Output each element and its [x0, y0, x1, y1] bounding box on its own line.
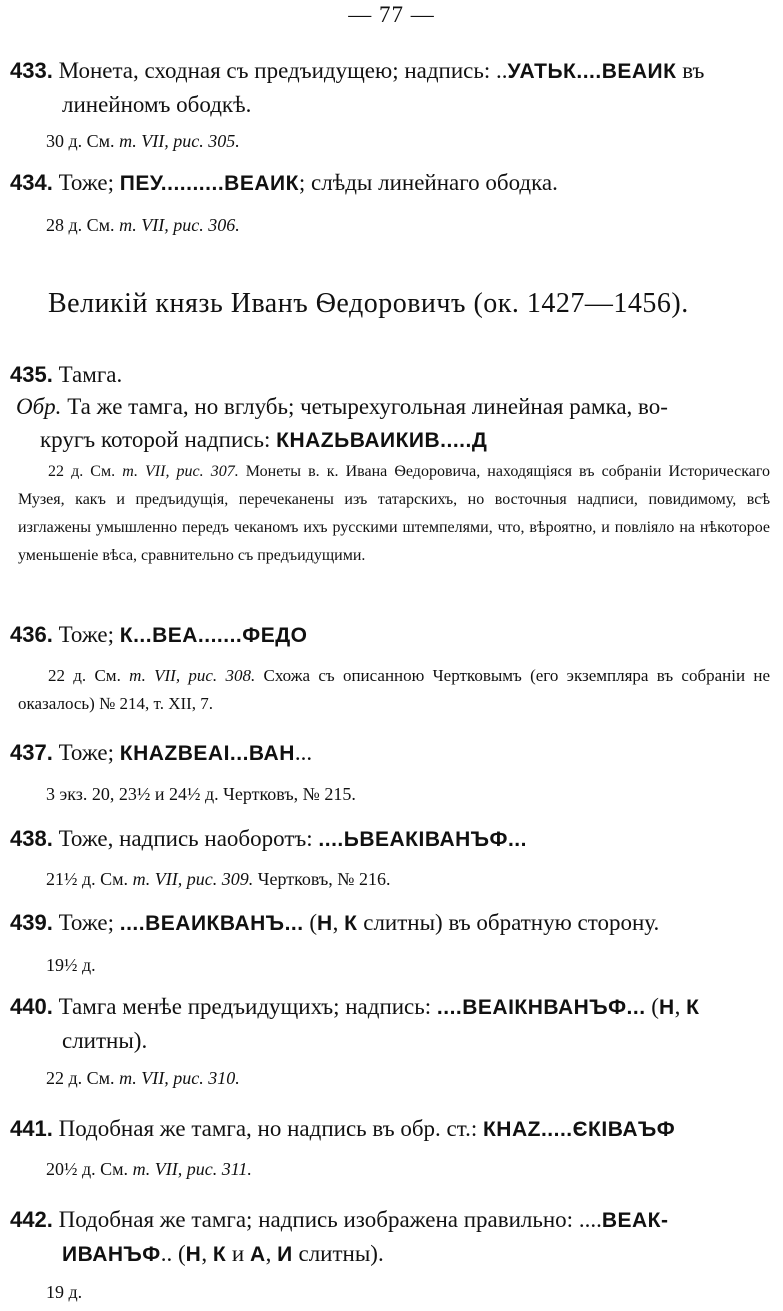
- note-text: 21½ д. См.: [46, 869, 133, 889]
- slavonic-letter: К: [212, 1243, 227, 1266]
- entry-text: ,: [332, 910, 345, 935]
- entry-text: Подобная же тамга, но надпись въ обр. ст.:: [52, 1116, 483, 1141]
- entry-text: (: [645, 994, 659, 1019]
- entry-continuation: [10, 1237, 770, 1271]
- entry-text: ; слѣды линейнаго ободка.: [298, 170, 558, 195]
- entry-433-note: [46, 127, 783, 156]
- entry-number: 434.: [10, 170, 53, 195]
- entry-number: 433.: [10, 58, 53, 83]
- note-text: 22 д. См.: [48, 666, 130, 685]
- entry-text: Тамга.: [52, 362, 123, 387]
- note-text: 28 д. См.: [46, 215, 120, 235]
- entry-text: ,: [201, 1241, 213, 1266]
- entry-text: ,: [265, 1241, 278, 1266]
- slavonic-letter: К: [686, 996, 700, 1019]
- entry-text: Та же тамга, но вглубь; четырехугольная линейная рамка, во-: [61, 394, 668, 419]
- entry-text: ...: [294, 740, 313, 765]
- slavonic-inscription: КНАZ.....ЄКІВАЪФ: [482, 1118, 676, 1141]
- entry-435: [10, 358, 770, 391]
- entry-text: слитны).: [292, 1241, 384, 1266]
- note-reference: т. VII, рис. 309.: [132, 869, 254, 889]
- entry-text: (: [303, 910, 317, 935]
- entry-text: Тоже;: [52, 740, 120, 765]
- entry-text: Подобная же тамга; надпись изображена правильно: ....: [52, 1207, 602, 1232]
- entry-442-note: 19 д.: [46, 1282, 83, 1302]
- slavonic-letter: Н: [658, 996, 675, 1019]
- slavonic-inscription: К...ВЕА.......ФЕДО: [119, 624, 308, 647]
- entry-number: 441.: [10, 1116, 53, 1141]
- entry-number: 442.: [10, 1207, 53, 1232]
- entry-text: и: [226, 1241, 250, 1266]
- entry-436: [10, 618, 770, 652]
- entry-437: [10, 736, 770, 770]
- entry-437-note: 3 экз. 20, 23½ и 24½ д. Чертковъ, № 215.: [46, 784, 356, 804]
- entry-439: [10, 906, 770, 940]
- entry-text: Тоже;: [52, 910, 120, 935]
- entry-text: ,: [674, 994, 687, 1019]
- slavonic-letter: И: [277, 1243, 293, 1266]
- entry-text: кругъ которой надпись:: [40, 427, 277, 452]
- entry-441: [10, 1112, 770, 1146]
- entry-number: 436.: [10, 622, 53, 647]
- note-reference: т. VII, рис. 305.: [119, 131, 240, 151]
- note-text: 20½ д. См.: [46, 1159, 133, 1179]
- note-reference: т. VII, рис. 310.: [119, 1068, 240, 1088]
- entry-text: въ: [676, 58, 705, 83]
- note-reference: т. VII, рис. 307.: [122, 463, 239, 480]
- note-text: 22 д. См.: [48, 463, 123, 480]
- note-reference: т. VII, рис. 308.: [129, 666, 256, 685]
- entry-440: [10, 990, 770, 1057]
- entry-text: Тоже;: [52, 622, 120, 647]
- slavonic-letter: К: [344, 912, 358, 935]
- entry-442: [10, 1203, 770, 1271]
- note-text: Монеты в. к. Ивана Ѳедоровича, находящіяся въ собраніи Историческаго Музея, какъ и предъидущія, перечеканены изъ татарскихъ, но восточныя надписи, повидимому, всѣ изглажены умышленно передъ чеканомъ ихъ русскими штемпелями, что, вѣроятно, и повліяло на нѣкоторое уменьшеніе вѣса, сравнительно съ предъидущими.: [18, 463, 771, 564]
- note-reference: т. VII, рис. 311.: [132, 1159, 252, 1179]
- note-text: Чертковъ, № 216.: [253, 869, 391, 889]
- slavonic-inscription: УАТЬК....ВЕАИК: [507, 60, 677, 83]
- entry-number: 435.: [10, 362, 53, 387]
- slavonic-inscription: ИВАНЪФ: [62, 1243, 161, 1266]
- slavonic-inscription: ПЕУ..........ВЕАИК: [119, 172, 299, 195]
- entry-text: .. (: [160, 1241, 186, 1266]
- entry-438-note: [46, 865, 783, 894]
- entry-continuation: линейномъ ободкѣ.: [62, 92, 252, 117]
- entry-434-note: [46, 211, 783, 240]
- slavonic-inscription: ВЕАК-: [601, 1209, 669, 1232]
- entry-441-note: [46, 1155, 783, 1184]
- entry-continuation: слитны).: [62, 1028, 148, 1053]
- slavonic-inscription: ....ЬВЕАКІВАНЪФ...: [318, 828, 527, 851]
- entry-number: 440.: [10, 994, 53, 1019]
- slavonic-letter: Н: [317, 912, 333, 935]
- note-text: 30 д. См.: [46, 131, 120, 151]
- entry-continuation: [16, 423, 768, 457]
- note-text: Схожа съ описанною Чертковымъ (его экземпляра въ собраніи не оказалось) № 214, т. XII, 7.: [18, 666, 770, 713]
- entry-435-note: [18, 458, 770, 570]
- page-number: — 77 —: [348, 2, 435, 27]
- section-heading: Великій князь Иванъ Ѳедоровичъ (ок. 1427—1456).: [48, 288, 689, 319]
- entry-433: [10, 54, 770, 121]
- entry-text: Монета, сходная съ предъидущею; надпись: ..: [52, 58, 508, 83]
- slavonic-inscription: КНАZВЕАІ...ВАН: [119, 742, 295, 765]
- slavonic-inscription: ....ВЕАИКВАНЪ...: [119, 912, 304, 935]
- entry-text: Тамга менѣе предъидущихъ; надпись:: [52, 994, 437, 1019]
- entry-435-obverse: [16, 390, 768, 457]
- entry-number: 437.: [10, 740, 53, 765]
- entry-434: [10, 166, 770, 200]
- slavonic-letter: Н: [185, 1243, 202, 1266]
- entry-text: слитны) въ обратную сторону.: [357, 910, 660, 935]
- slavonic-inscription: КНАZЬВАИКИВ.....Д: [276, 429, 488, 452]
- entry-text: Тоже, надпись наоборотъ:: [52, 826, 319, 851]
- note-reference: т. VII, рис. 306.: [119, 215, 240, 235]
- entry-440-note: [46, 1064, 783, 1093]
- slavonic-letter: А: [249, 1243, 266, 1266]
- entry-number: 439.: [10, 910, 53, 935]
- entry-436-note: [18, 662, 770, 718]
- entry-text: Тоже;: [52, 170, 120, 195]
- note-text: 22 д. См.: [46, 1068, 120, 1088]
- entry-438: [10, 822, 770, 856]
- entry-439-note: 19½ д.: [46, 955, 96, 975]
- slavonic-inscription: ....ВЕАІКНВАНЪФ...: [436, 996, 646, 1019]
- obverse-label: Обр.: [16, 394, 62, 419]
- entry-number: 438.: [10, 826, 53, 851]
